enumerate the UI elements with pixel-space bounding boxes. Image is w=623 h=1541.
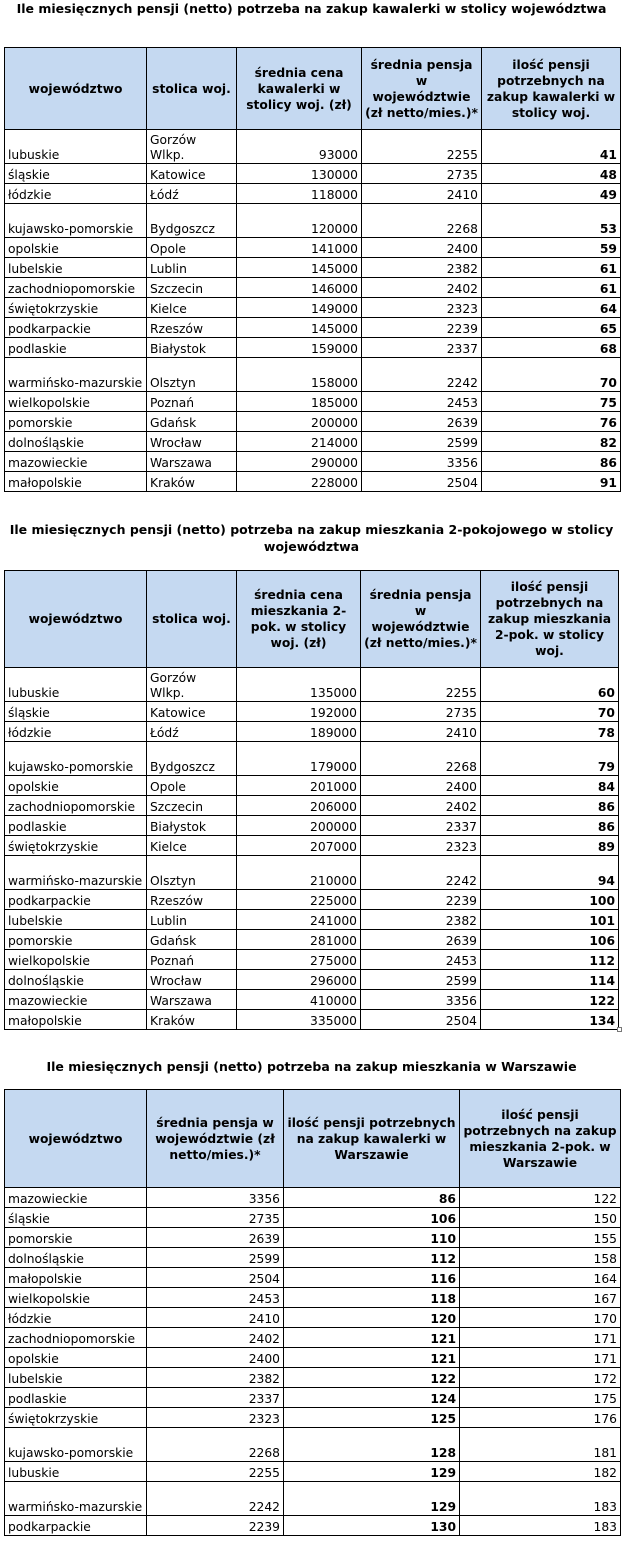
cell-stolica: Kraków [147, 472, 237, 492]
cell-ilosc-pensji-kawalerka: 122 [284, 1368, 460, 1388]
cell-srednia-cena: 200000 [237, 412, 362, 432]
cell-srednia-pensja: 2255 [147, 1462, 284, 1482]
cell-wojewodztwo: podkarpackie [5, 1516, 147, 1536]
cell-wojewodztwo: warmińsko-mazurskie [5, 856, 147, 890]
cell-srednia-pensja: 2735 [361, 702, 481, 722]
cell-stolica: Gdańsk [147, 412, 237, 432]
cell-ilosc-pensji-2pok: 183 [460, 1516, 621, 1536]
cell-stolica: Szczecin [147, 796, 237, 816]
cell-stolica: Lublin [147, 258, 237, 278]
cell-wojewodztwo: podkarpackie [5, 890, 147, 910]
cell-wojewodztwo: dolnośląskie [5, 432, 147, 452]
cell-stolica: Rzeszów [147, 890, 237, 910]
cell-stolica: Poznań [147, 392, 237, 412]
cell-ilosc-pensji-kawalerka: 121 [284, 1348, 460, 1368]
cell-wojewodztwo: małopolskie [5, 1268, 147, 1288]
cell-srednia-pensja: 2639 [147, 1228, 284, 1248]
cell-srednia-pensja: 2504 [147, 1268, 284, 1288]
cell-srednia-cena: 159000 [237, 338, 362, 358]
table-row [5, 1482, 621, 1516]
cell-stolica: Opole [147, 776, 237, 796]
cell-ilosc-pensji-kawalerka: 116 [284, 1268, 460, 1288]
cell-ilosc-pensji: 112 [481, 950, 619, 970]
cell-ilosc-pensji-kawalerka: 129 [284, 1462, 460, 1482]
cell-srednia-pensja: 2268 [361, 742, 481, 776]
cell-stolica: Kielce [147, 298, 237, 318]
cell-srednia-pensja: 2453 [361, 950, 481, 970]
cell-srednia-pensja: 3356 [147, 1188, 284, 1208]
cell-srednia-pensja: 2239 [361, 890, 481, 910]
table-warszawa [4, 1089, 621, 1536]
cell-wojewodztwo: łódzkie [5, 184, 147, 204]
cell-ilosc-pensji: 41 [482, 130, 621, 164]
cell-wojewodztwo: podlaskie [5, 816, 147, 836]
cell-ilosc-pensji: 101 [481, 910, 619, 930]
cell-wojewodztwo: mazowieckie [5, 1188, 147, 1208]
cell-srednia-cena: 290000 [237, 452, 362, 472]
cell-srednia-pensja: 2337 [362, 338, 482, 358]
cell-srednia-cena: 206000 [237, 796, 361, 816]
cell-srednia-pensja: 2402 [147, 1328, 284, 1348]
cell-wojewodztwo: wielkopolskie [5, 392, 147, 412]
cell-wojewodztwo: dolnośląskie [5, 970, 147, 990]
cell-srednia-cena: 158000 [237, 358, 362, 392]
cell-ilosc-pensji: 70 [482, 358, 621, 392]
cell-srednia-pensja: 2337 [361, 816, 481, 836]
table-row [5, 318, 621, 338]
table3-title: Ile miesięcznych pensji (netto) potrzeba na zakup mieszkania w Warszawie [46, 1059, 577, 1074]
header-wojewodztwo: województwo [5, 1090, 147, 1188]
header-wojewodztwo: województwo [5, 48, 147, 130]
cell-wojewodztwo: opolskie [5, 1348, 147, 1368]
table-row [5, 776, 619, 796]
cell-srednia-pensja: 2402 [361, 796, 481, 816]
cell-srednia-pensja: 2599 [361, 970, 481, 990]
cell-stolica: Olsztyn [147, 358, 237, 392]
cell-stolica: Lublin [147, 910, 237, 930]
cell-wojewodztwo: łódzkie [5, 1308, 147, 1328]
table-row [5, 204, 621, 238]
cell-srednia-pensja: 2453 [362, 392, 482, 412]
table-row [5, 836, 619, 856]
cell-ilosc-pensji: 75 [482, 392, 621, 412]
cell-stolica: Poznań [147, 950, 237, 970]
cell-ilosc-pensji-2pok: 158 [460, 1248, 621, 1268]
cell-srednia-pensja: 2639 [361, 930, 481, 950]
cell-ilosc-pensji-2pok: 122 [460, 1188, 621, 1208]
cell-wojewodztwo: mazowieckie [5, 452, 147, 472]
table-row [5, 1328, 621, 1348]
cell-ilosc-pensji-kawalerka: 110 [284, 1228, 460, 1248]
cell-srednia-pensja: 2382 [361, 910, 481, 930]
cell-ilosc-pensji: 91 [482, 472, 621, 492]
cell-srednia-cena: 281000 [237, 930, 361, 950]
table-row [5, 432, 621, 452]
cell-wojewodztwo: świętokrzyskie [5, 298, 147, 318]
cell-ilosc-pensji: 82 [482, 432, 621, 452]
cell-srednia-cena: 225000 [237, 890, 361, 910]
cell-stolica: Opole [147, 238, 237, 258]
cell-ilosc-pensji: 89 [481, 836, 619, 856]
cell-srednia-cena: 410000 [237, 990, 361, 1010]
cell-wojewodztwo: kujawsko-pomorskie [5, 1428, 147, 1462]
header-ilosc-pensji-kawalerka: ilość pensji potrzebnych na zakup kawalerki w Warszawie [284, 1090, 460, 1188]
cell-wojewodztwo: lubelskie [5, 258, 147, 278]
table-row [5, 930, 619, 950]
cell-srednia-cena: 214000 [237, 432, 362, 452]
cell-wojewodztwo: lubuskie [5, 668, 147, 702]
cell-srednia-pensja: 2337 [147, 1388, 284, 1408]
header-ilosc-pensji-2pok: ilość pensji potrzebnych na zakup mieszkania 2-pok. w Warszawie [460, 1090, 621, 1188]
table-row [5, 1288, 621, 1308]
cell-srednia-pensja: 2382 [147, 1368, 284, 1388]
table-row [5, 1308, 621, 1328]
cell-ilosc-pensji-2pok: 164 [460, 1268, 621, 1288]
cell-ilosc-pensji-kawalerka: 120 [284, 1308, 460, 1328]
cell-ilosc-pensji-2pok: 175 [460, 1388, 621, 1408]
cell-stolica: Szczecin [147, 278, 237, 298]
cell-srednia-cena: 275000 [237, 950, 361, 970]
cell-stolica: Gorzów Wlkp. [147, 130, 237, 164]
table-row [5, 1348, 621, 1368]
cell-ilosc-pensji: 68 [482, 338, 621, 358]
cell-ilosc-pensji-kawalerka: 86 [284, 1188, 460, 1208]
cell-ilosc-pensji-2pok: 171 [460, 1348, 621, 1368]
table-row [5, 742, 619, 776]
table-row [5, 856, 619, 890]
cell-srednia-cena: 189000 [237, 722, 361, 742]
table-row [5, 910, 619, 930]
cell-ilosc-pensji-2pok: 182 [460, 1462, 621, 1482]
cell-wojewodztwo: małopolskie [5, 472, 147, 492]
cell-ilosc-pensji: 59 [482, 238, 621, 258]
cell-srednia-cena: 149000 [237, 298, 362, 318]
cell-ilosc-pensji: 61 [482, 278, 621, 298]
table-mieszkanie-2pok-stolica [4, 570, 619, 1030]
cell-srednia-cena: 93000 [237, 130, 362, 164]
cell-ilosc-pensji: 134 [481, 1010, 619, 1030]
table-row [5, 238, 621, 258]
cell-wojewodztwo: opolskie [5, 776, 147, 796]
cell-srednia-pensja: 2255 [362, 130, 482, 164]
cell-wojewodztwo: małopolskie [5, 1010, 147, 1030]
cell-wojewodztwo: lubelskie [5, 910, 147, 930]
cell-srednia-pensja: 2255 [361, 668, 481, 702]
cell-srednia-pensja: 2268 [362, 204, 482, 238]
cell-srednia-pensja: 2402 [362, 278, 482, 298]
table2-title: Ile miesięcznych pensji (netto) potrzeba na zakup mieszkania 2-pokojowego w stolicy województwa [9, 522, 614, 554]
cell-wojewodztwo: świętokrzyskie [5, 1408, 147, 1428]
cell-wojewodztwo: zachodniopomorskie [5, 1328, 147, 1348]
table-row [5, 796, 619, 816]
cell-ilosc-pensji-kawalerka: 128 [284, 1428, 460, 1462]
cell-srednia-pensja: 2242 [361, 856, 481, 890]
header-srednia-cena: średnia cena mieszkania 2-pok. w stolicy woj. (zł) [237, 571, 361, 668]
cell-ilosc-pensji: 86 [481, 816, 619, 836]
cell-stolica: Katowice [147, 702, 237, 722]
cell-wojewodztwo: mazowieckie [5, 990, 147, 1010]
cell-srednia-pensja: 2400 [362, 238, 482, 258]
cell-srednia-cena: 241000 [237, 910, 361, 930]
cell-ilosc-pensji-kawalerka: 125 [284, 1408, 460, 1428]
cell-srednia-cena: 201000 [237, 776, 361, 796]
cell-srednia-cena: 228000 [237, 472, 362, 492]
header-wojewodztwo: województwo [5, 571, 147, 668]
cell-stolica: Katowice [147, 164, 237, 184]
cell-srednia-cena: 146000 [237, 278, 362, 298]
table-row [5, 1388, 621, 1408]
table-row [5, 950, 619, 970]
cell-ilosc-pensji-2pok: 167 [460, 1288, 621, 1308]
cell-srednia-pensja: 2410 [362, 184, 482, 204]
cell-ilosc-pensji: 84 [481, 776, 619, 796]
table-row [5, 258, 621, 278]
cell-stolica: Gdańsk [147, 930, 237, 950]
cell-wojewodztwo: śląskie [5, 702, 147, 722]
table-row [5, 278, 621, 298]
cell-ilosc-pensji: 60 [481, 668, 619, 702]
cell-wojewodztwo: lubuskie [5, 130, 147, 164]
header-stolica: stolica woj. [147, 48, 237, 130]
table-row [5, 472, 621, 492]
cell-srednia-pensja: 2323 [361, 836, 481, 856]
table-row [5, 1408, 621, 1428]
table-row [5, 990, 619, 1010]
cell-srednia-pensja: 2239 [147, 1516, 284, 1536]
header-ilosc-pensji: ilość pensji potrzebnych na zakup mieszkania 2-pok. w stolicy woj. [481, 571, 619, 668]
cell-stolica: Kraków [147, 1010, 237, 1030]
cell-srednia-cena: 210000 [237, 856, 361, 890]
table-row [5, 816, 619, 836]
table-row [5, 358, 621, 392]
header-srednia-cena: średnia cena kawalerki w stolicy woj. (zł) [237, 48, 362, 130]
cell-stolica: Bydgoszcz [147, 742, 237, 776]
table-row [5, 392, 621, 412]
cell-ilosc-pensji-2pok: 172 [460, 1368, 621, 1388]
cell-ilosc-pensji: 64 [482, 298, 621, 318]
cell-srednia-cena: 335000 [237, 1010, 361, 1030]
cell-srednia-cena: 145000 [237, 258, 362, 278]
cell-stolica: Łódź [147, 184, 237, 204]
table-row [5, 668, 619, 702]
table-row [5, 184, 621, 204]
table-resize-handle[interactable] [617, 1027, 622, 1032]
cell-srednia-cena: 179000 [237, 742, 361, 776]
cell-ilosc-pensji-2pok: 150 [460, 1208, 621, 1228]
cell-srednia-pensja: 2453 [147, 1288, 284, 1308]
cell-ilosc-pensji-kawalerka: 130 [284, 1516, 460, 1536]
cell-wojewodztwo: podlaskie [5, 1388, 147, 1408]
cell-ilosc-pensji-kawalerka: 129 [284, 1482, 460, 1516]
header-srednia-pensja: średnia pensja w województwie (zł netto/mies.)* [361, 571, 481, 668]
cell-ilosc-pensji: 78 [481, 722, 619, 742]
cell-srednia-pensja: 2735 [362, 164, 482, 184]
table-row [5, 890, 619, 910]
table-row [5, 298, 621, 318]
cell-wojewodztwo: pomorskie [5, 412, 147, 432]
table-row [5, 722, 619, 742]
cell-srednia-pensja: 2242 [362, 358, 482, 392]
cell-ilosc-pensji-kawalerka: 121 [284, 1328, 460, 1348]
cell-ilosc-pensji-2pok: 181 [460, 1428, 621, 1462]
cell-ilosc-pensji-kawalerka: 124 [284, 1388, 460, 1408]
table-row [5, 1010, 619, 1030]
cell-ilosc-pensji-kawalerka: 112 [284, 1248, 460, 1268]
cell-srednia-cena: 130000 [237, 164, 362, 184]
cell-wojewodztwo: warmińsko-mazurskie [5, 1482, 147, 1516]
cell-srednia-cena: 118000 [237, 184, 362, 204]
cell-srednia-pensja: 2504 [362, 472, 482, 492]
table-row [5, 1368, 621, 1388]
header-ilosc-pensji: ilość pensji potrzebnych na zakup kawalerki w stolicy woj. [482, 48, 621, 130]
header-srednia-pensja: średnia pensja w województwie (zł netto/mies.)* [147, 1090, 284, 1188]
cell-srednia-pensja: 2323 [147, 1408, 284, 1428]
cell-srednia-pensja: 2599 [147, 1248, 284, 1268]
cell-stolica: Gorzów Wlkp. [147, 668, 237, 702]
cell-wojewodztwo: zachodniopomorskie [5, 796, 147, 816]
cell-wojewodztwo: pomorskie [5, 930, 147, 950]
cell-ilosc-pensji: 48 [482, 164, 621, 184]
cell-wojewodztwo: wielkopolskie [5, 1288, 147, 1308]
cell-wojewodztwo: śląskie [5, 164, 147, 184]
cell-ilosc-pensji-2pok: 170 [460, 1308, 621, 1328]
cell-ilosc-pensji: 94 [481, 856, 619, 890]
table-row [5, 1248, 621, 1268]
cell-wojewodztwo: świętokrzyskie [5, 836, 147, 856]
cell-srednia-cena: 192000 [237, 702, 361, 722]
cell-ilosc-pensji: 86 [482, 452, 621, 472]
cell-stolica: Warszawa [147, 990, 237, 1010]
cell-ilosc-pensji: 106 [481, 930, 619, 950]
cell-stolica: Białystok [147, 338, 237, 358]
cell-srednia-pensja: 2382 [362, 258, 482, 278]
cell-ilosc-pensji: 61 [482, 258, 621, 278]
cell-srednia-pensja: 2323 [362, 298, 482, 318]
cell-stolica: Łódź [147, 722, 237, 742]
cell-srednia-pensja: 2735 [147, 1208, 284, 1228]
cell-ilosc-pensji: 122 [481, 990, 619, 1010]
cell-srednia-pensja: 2400 [361, 776, 481, 796]
cell-ilosc-pensji-kawalerka: 106 [284, 1208, 460, 1228]
cell-stolica: Kielce [147, 836, 237, 856]
table-row [5, 1428, 621, 1462]
cell-srednia-cena: 200000 [237, 816, 361, 836]
cell-ilosc-pensji: 53 [482, 204, 621, 238]
table-row [5, 130, 621, 164]
cell-wojewodztwo: dolnośląskie [5, 1248, 147, 1268]
cell-srednia-pensja: 2410 [147, 1308, 284, 1328]
cell-srednia-cena: 120000 [237, 204, 362, 238]
cell-wojewodztwo: kujawsko-pomorskie [5, 742, 147, 776]
cell-wojewodztwo: podkarpackie [5, 318, 147, 338]
cell-ilosc-pensji: 49 [482, 184, 621, 204]
cell-srednia-pensja: 2599 [362, 432, 482, 452]
cell-stolica: Wrocław [147, 432, 237, 452]
header-stolica: stolica woj. [147, 571, 237, 668]
cell-ilosc-pensji: 100 [481, 890, 619, 910]
cell-stolica: Bydgoszcz [147, 204, 237, 238]
cell-wojewodztwo: zachodniopomorskie [5, 278, 147, 298]
cell-srednia-pensja: 2400 [147, 1348, 284, 1368]
cell-srednia-cena: 145000 [237, 318, 362, 338]
table-row [5, 164, 621, 184]
header-srednia-pensja: średnia pensja w województwie (zł netto/mies.)* [362, 48, 482, 130]
cell-wojewodztwo: podlaskie [5, 338, 147, 358]
cell-srednia-cena: 185000 [237, 392, 362, 412]
cell-ilosc-pensji: 79 [481, 742, 619, 776]
cell-ilosc-pensji: 65 [482, 318, 621, 338]
cell-srednia-pensja: 2410 [361, 722, 481, 742]
table-kawalerka-stolica [4, 47, 621, 492]
table-row [5, 1516, 621, 1536]
cell-ilosc-pensji: 70 [481, 702, 619, 722]
cell-ilosc-pensji-2pok: 183 [460, 1482, 621, 1516]
cell-srednia-cena: 135000 [237, 668, 361, 702]
cell-wojewodztwo: warmińsko-mazurskie [5, 358, 147, 392]
cell-srednia-pensja: 2268 [147, 1428, 284, 1462]
table-row [5, 452, 621, 472]
cell-stolica: Rzeszów [147, 318, 237, 338]
cell-srednia-pensja: 2504 [361, 1010, 481, 1030]
table-row [5, 1462, 621, 1482]
cell-srednia-pensja: 2242 [147, 1482, 284, 1516]
cell-wojewodztwo: pomorskie [5, 1228, 147, 1248]
cell-ilosc-pensji-2pok: 171 [460, 1328, 621, 1348]
cell-srednia-cena: 296000 [237, 970, 361, 990]
cell-ilosc-pensji-2pok: 176 [460, 1408, 621, 1428]
table-row [5, 1188, 621, 1208]
cell-srednia-pensja: 2239 [362, 318, 482, 338]
table-row [5, 1228, 621, 1248]
table-row [5, 1268, 621, 1288]
cell-wojewodztwo: wielkopolskie [5, 950, 147, 970]
cell-wojewodztwo: opolskie [5, 238, 147, 258]
cell-ilosc-pensji: 86 [481, 796, 619, 816]
cell-wojewodztwo: śląskie [5, 1208, 147, 1228]
table-row [5, 412, 621, 432]
cell-wojewodztwo: łódzkie [5, 722, 147, 742]
table-row [5, 338, 621, 358]
table-row [5, 1208, 621, 1228]
table1-title: Ile miesięcznych pensji (netto) potrzeba na zakup kawalerki w stolicy województwa [16, 1, 607, 16]
cell-ilosc-pensji: 76 [482, 412, 621, 432]
cell-wojewodztwo: lubuskie [5, 1462, 147, 1482]
table-row [5, 970, 619, 990]
cell-stolica: Olsztyn [147, 856, 237, 890]
cell-wojewodztwo: kujawsko-pomorskie [5, 204, 147, 238]
cell-srednia-pensja: 2639 [362, 412, 482, 432]
cell-wojewodztwo: lubelskie [5, 1368, 147, 1388]
cell-srednia-cena: 207000 [237, 836, 361, 856]
cell-ilosc-pensji-2pok: 155 [460, 1228, 621, 1248]
cell-ilosc-pensji-kawalerka: 118 [284, 1288, 460, 1308]
cell-srednia-pensja: 3356 [361, 990, 481, 1010]
cell-ilosc-pensji: 114 [481, 970, 619, 990]
cell-stolica: Białystok [147, 816, 237, 836]
cell-stolica: Warszawa [147, 452, 237, 472]
cell-srednia-cena: 141000 [237, 238, 362, 258]
table-row [5, 702, 619, 722]
cell-stolica: Wrocław [147, 970, 237, 990]
cell-srednia-pensja: 3356 [362, 452, 482, 472]
